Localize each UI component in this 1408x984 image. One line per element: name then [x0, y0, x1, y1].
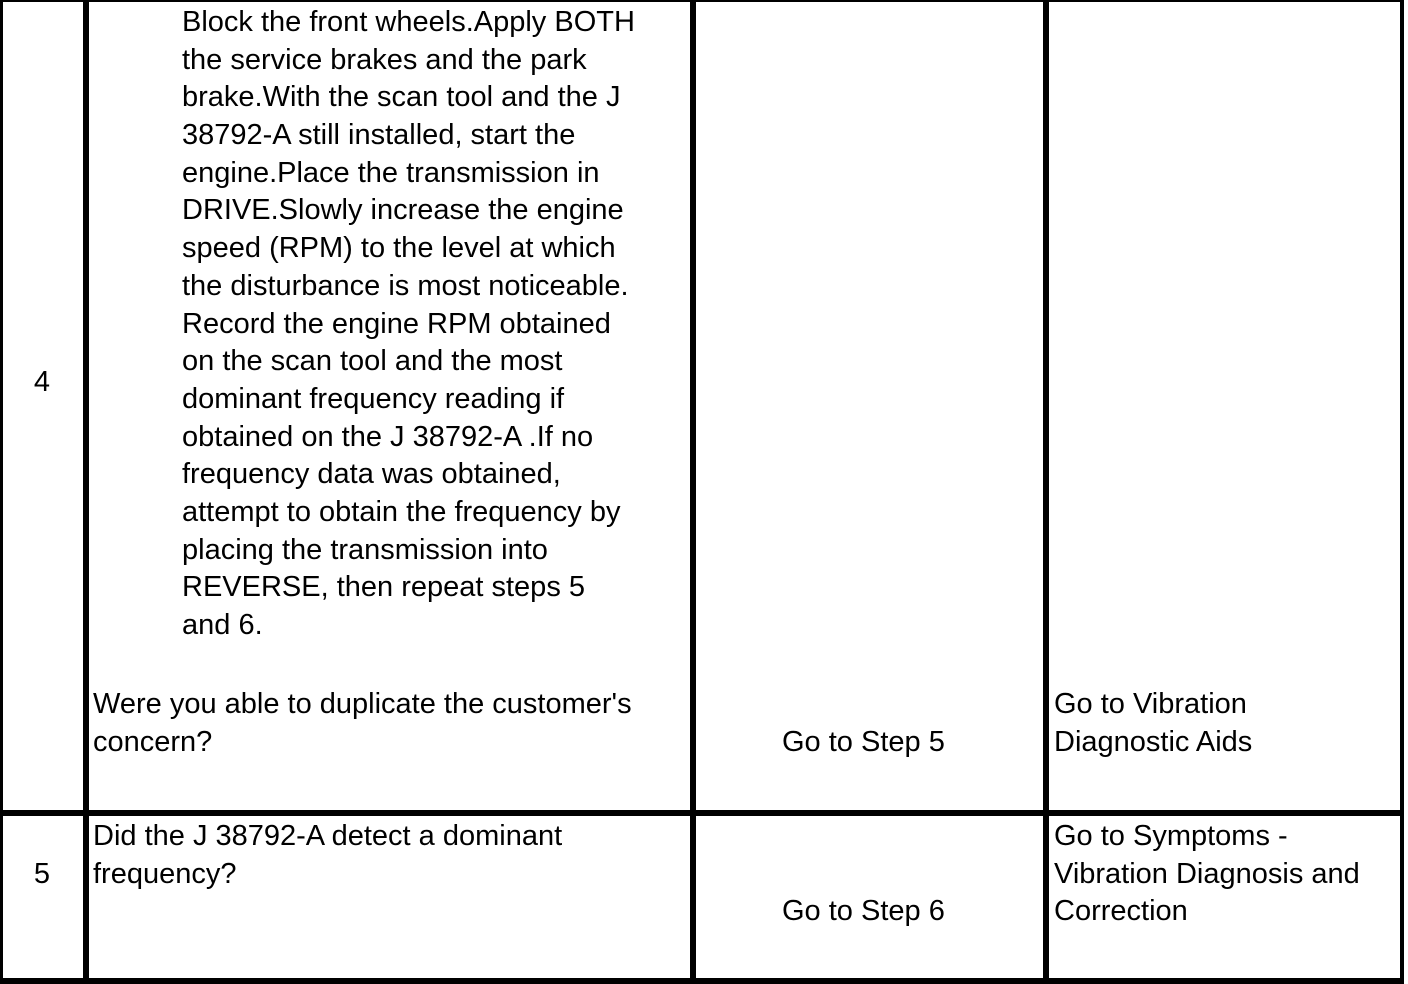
instruction-line: obtained on the J 38792-A .If no	[182, 420, 594, 453]
step-number: 5	[33, 858, 51, 890]
column-divider-step	[83, 0, 89, 984]
step-instructions	[182, 4, 635, 645]
table-border-bottom	[0, 978, 1404, 984]
no-action-line: Go to Symptoms -	[1054, 820, 1288, 852]
instruction-line: DRIVE.Slowly increase the engine	[182, 194, 624, 227]
instruction-line: on the scan tool and the most	[182, 345, 563, 378]
no-action-line: Correction	[1054, 895, 1188, 927]
instruction-line: REVERSE, then repeat steps 5	[182, 571, 585, 604]
question-line: frequency?	[93, 858, 237, 890]
instruction-line: Record the engine RPM obtained	[182, 307, 611, 340]
step-number: 4	[33, 366, 51, 398]
no-action-line: Go to Vibration	[1054, 688, 1247, 720]
question-line: concern?	[93, 726, 213, 758]
instruction-line: frequency data was obtained,	[182, 458, 561, 491]
table-border-right	[1400, 0, 1404, 984]
instruction-line: brake.With the scan tool and the J	[182, 81, 621, 114]
instruction-line: engine.Place the transmission in	[182, 156, 600, 189]
instruction-line: and 6.	[182, 609, 263, 641]
instruction-line: 38792-A still installed, start the	[182, 119, 576, 152]
no-action-line: Diagnostic Aids	[1054, 726, 1253, 758]
question-line: Did the J 38792-A detect a dominant	[93, 820, 563, 852]
instruction-line: the service brakes and the park	[182, 43, 587, 76]
table-border-top	[0, 0, 1404, 2]
yes-action: Go to Step 6	[782, 895, 945, 927]
question-line: Were you able to duplicate the customer's	[93, 688, 632, 720]
instruction-line: placing the transmission into	[182, 533, 548, 566]
column-divider-action	[690, 0, 696, 984]
table-border-left	[0, 0, 3, 984]
instruction-line: dominant frequency reading if	[182, 382, 565, 415]
instruction-line: speed (RPM) to the level at which	[182, 232, 616, 265]
yes-action: Go to Step 5	[782, 726, 945, 758]
instruction-line: Block the front wheels.Apply BOTH	[182, 6, 635, 38]
instruction-line: attempt to obtain the frequency by	[182, 495, 621, 528]
column-divider-yes	[1043, 0, 1049, 984]
no-action-line: Vibration Diagnosis and	[1054, 858, 1360, 890]
row-divider	[0, 810, 1404, 816]
instruction-line: the disturbance is most noticeable.	[182, 269, 629, 302]
